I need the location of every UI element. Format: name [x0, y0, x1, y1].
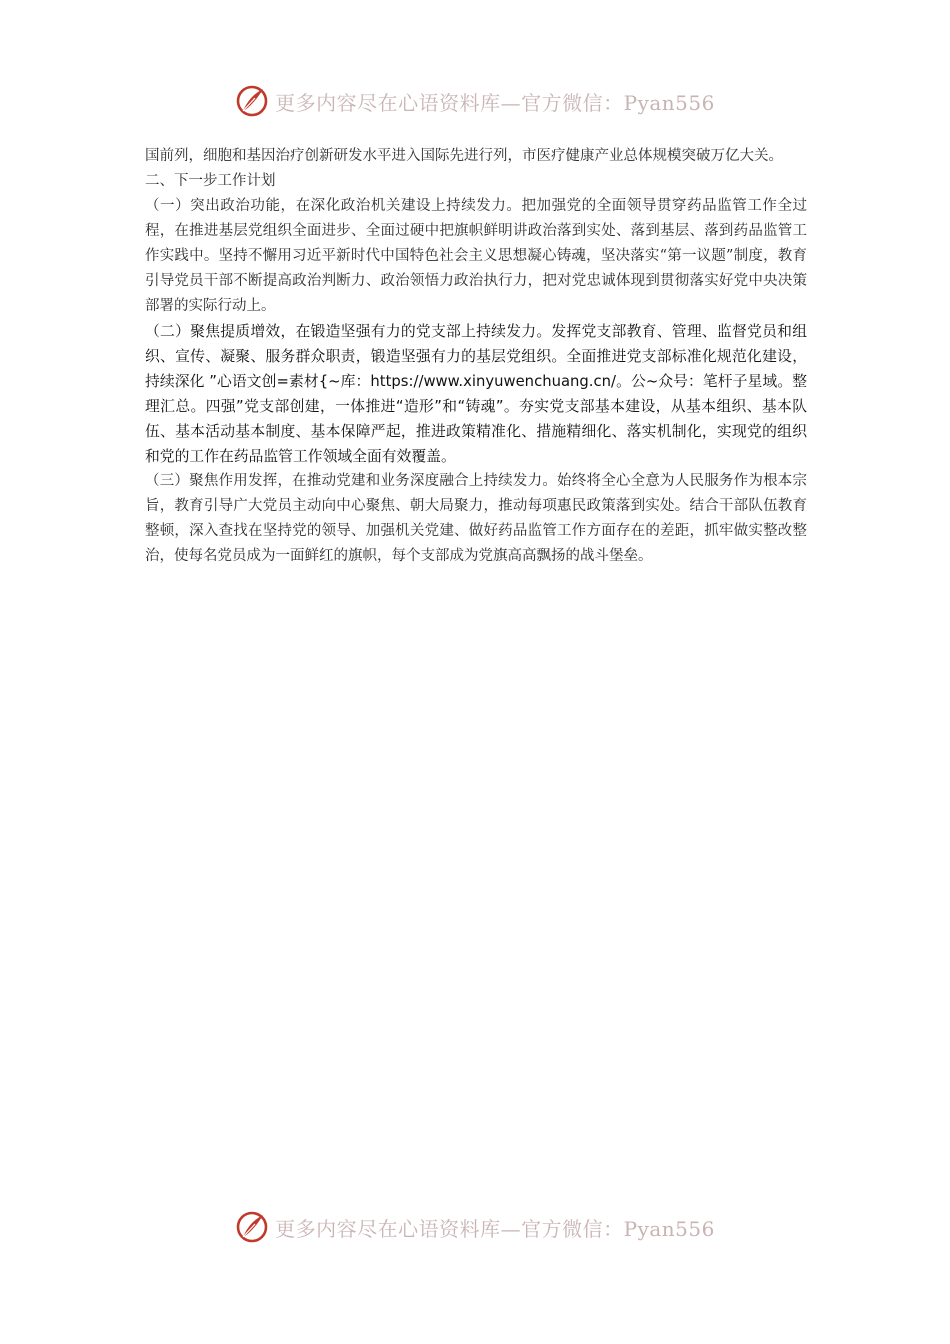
- quill-pen-icon: [235, 84, 269, 118]
- footer-banner-text: 更多内容尽在心语资料库—官方微信：Pyan556: [275, 1216, 715, 1241]
- footer-banner: [0, 1210, 950, 1244]
- paragraph-item-1: （一）突出政治功能，在深化政治机关建设上持续发力。把加强党的全面领导贯穿药品监管工作全过程，在推进基层党组织全面进步、全面过硬中把旗帜鲜明讲政治落到实处、落到基层、落到药品监管工作实践中。坚持不懈用习近平新时代中国特色社会主义思想凝心铸魂，坚决落实“第一议题”制度，教育引导党员干部不断提高政治判断力、政治领悟力政治执行力，把对党忠诚体现到贯彻落实好党中央决策部署的实际行动上。: [145, 198, 807, 314]
- section-heading: 二、下一步工作计划: [145, 173, 276, 189]
- quill-pen-icon: [235, 1210, 269, 1244]
- paragraph-item-3: （三）聚焦作用发挥，在推动党建和业务深度融合上持续发力。始终将全心全意为人民服务作为根本宗旨，教育引导广大党员主动向中心聚焦、朝大局聚力，推动每项惠民政策落到实处。结合干部队伍教育整顿，深入查找在坚持党的领导、加强机关党建、做好药品监管工作方面存在的差距，抓牢做实整改整治，使每名党员成为一面鲜红的旗帜，每个支部成为党旗高高飘扬的战斗堡垒。: [145, 473, 807, 564]
- paragraph-continued: 国前列，细胞和基因治疗创新研发水平进入国际先进行列，市医疗健康产业总体规模突破万亿大关。: [145, 148, 783, 164]
- document-body: [145, 144, 807, 569]
- header-banner: [0, 84, 950, 118]
- header-banner-text: 更多内容尽在心语资料库—官方微信：Pyan556: [275, 90, 715, 115]
- paragraph-item-2: （二）聚焦提质增效，在锻造坚强有力的党支部上持续发力。发挥党支部教育、管理、监督党员和组织、宣传、凝聚、服务群众职责，锻造坚强有力的基层党组织。全面推进党支部标准化规范化建设，持续深化 ”心语文创=素材{~库：https://www.xinyuwenchuang.cn/。公~众号：笔杆子星域。整理汇总。四强”党支部创建，一体推进“造形”和“铸魂”。夯实党支部基本建设，从基本组织、基本队伍、基本活动基本制度、基本保障严起，推进政策精准化、措施精细化、落实机制化，实现党的组织和党的工作在药品监管工作领域全面有效覆盖。: [145, 323, 807, 465]
